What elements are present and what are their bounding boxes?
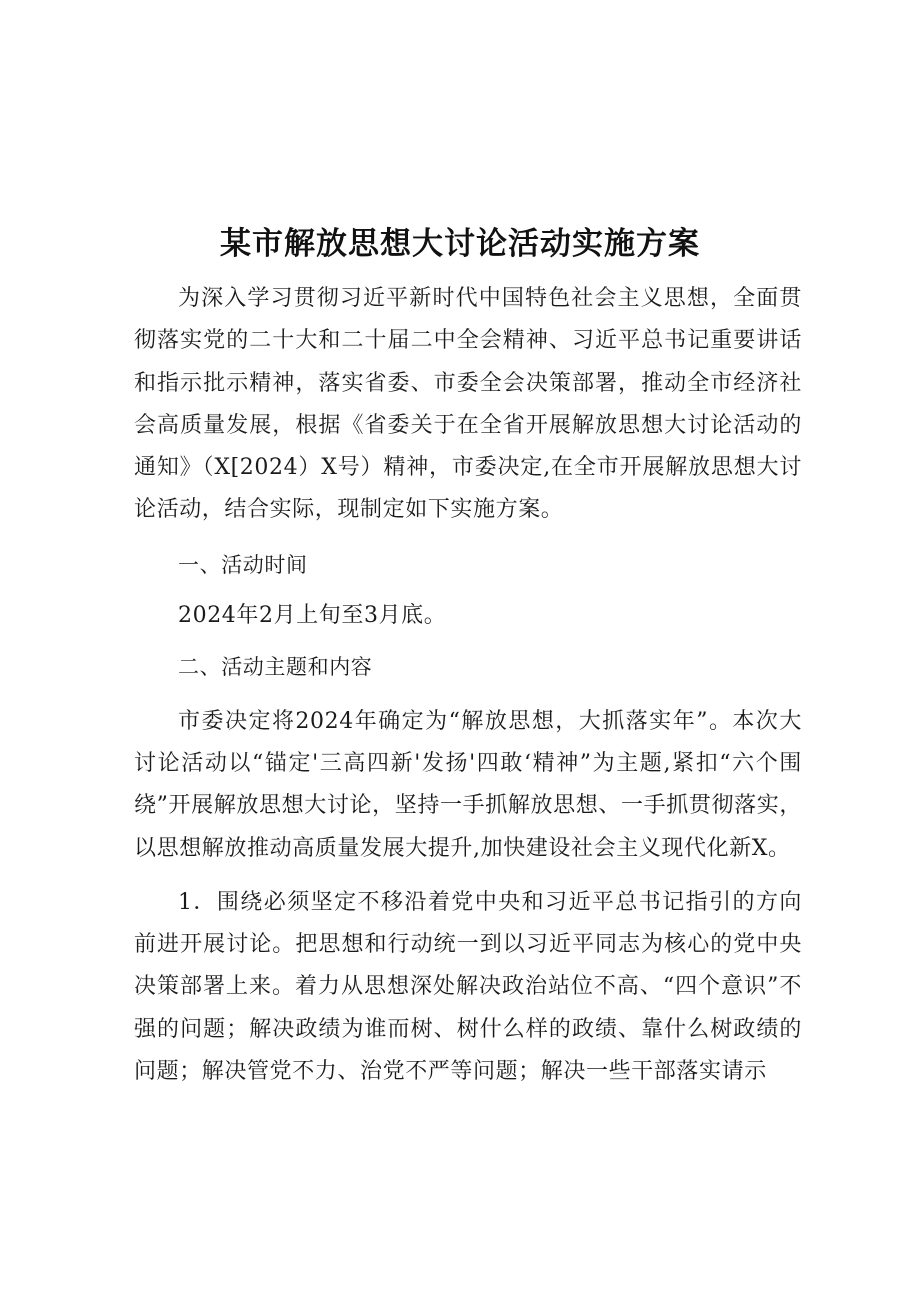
spacer bbox=[134, 870, 802, 882]
activity-time-paragraph: 2024年2月上旬至3月底。 bbox=[178, 603, 447, 629]
intro-paragraph: 为深入学习贯彻习近平新时代中国特色社会主义思想，全面贯彻落实党的二十大和二十届二中全会精神、习近平总书记重要讲话和指示批示精神，落实省委、市委全会决策部署，推动全市经济社会高质量发展，根据《省委关于在全省开展解放思想大讨论活动的通知》（X[2024）X号）精神，市委决定,在全市开展解放思想大讨论活动，结合实际，现制定如下实施方案。 bbox=[134, 286, 802, 523]
section-heading-theme-content: 二、活动主题和内容 bbox=[178, 655, 373, 680]
item-1-paragraph: 1．围绕必须坚定不移沿着党中央和习近平总书记指引的方向前进开展讨论。把思想和行动统一到以习近平同志为核心的党中央决策部署上来。着力从思想深处解决政治站位不高、“四个意识”不强的问题；解决政绩为谁而树、树什么样的政绩、靠什么树政绩的问题；解决管党不力、治党不严等问题；解决一些干部落实请示 bbox=[134, 889, 802, 1085]
document-body bbox=[134, 278, 802, 1093]
spacer bbox=[134, 637, 802, 646]
section-heading-activity-time: 一、活动时间 bbox=[178, 552, 308, 577]
theme-paragraph: 市委决定将2024年确定为“解放思想，大抓落实年”。本次大讨论活动以“锚定'三高四新'发扬'四敢‘精神”为主题,紧扣“六个围绕”开展解放思想大讨论，坚持一手抓解放思想、一手抓贯彻落实，以思想解放推动高质量发展大提升,加快建设社会主义现代化新X。 bbox=[134, 708, 802, 861]
spacer bbox=[134, 689, 802, 701]
spacer bbox=[134, 532, 802, 544]
spacer bbox=[134, 586, 802, 595]
document-title: 某市解放思想大讨论活动实施方案 bbox=[220, 226, 700, 262]
